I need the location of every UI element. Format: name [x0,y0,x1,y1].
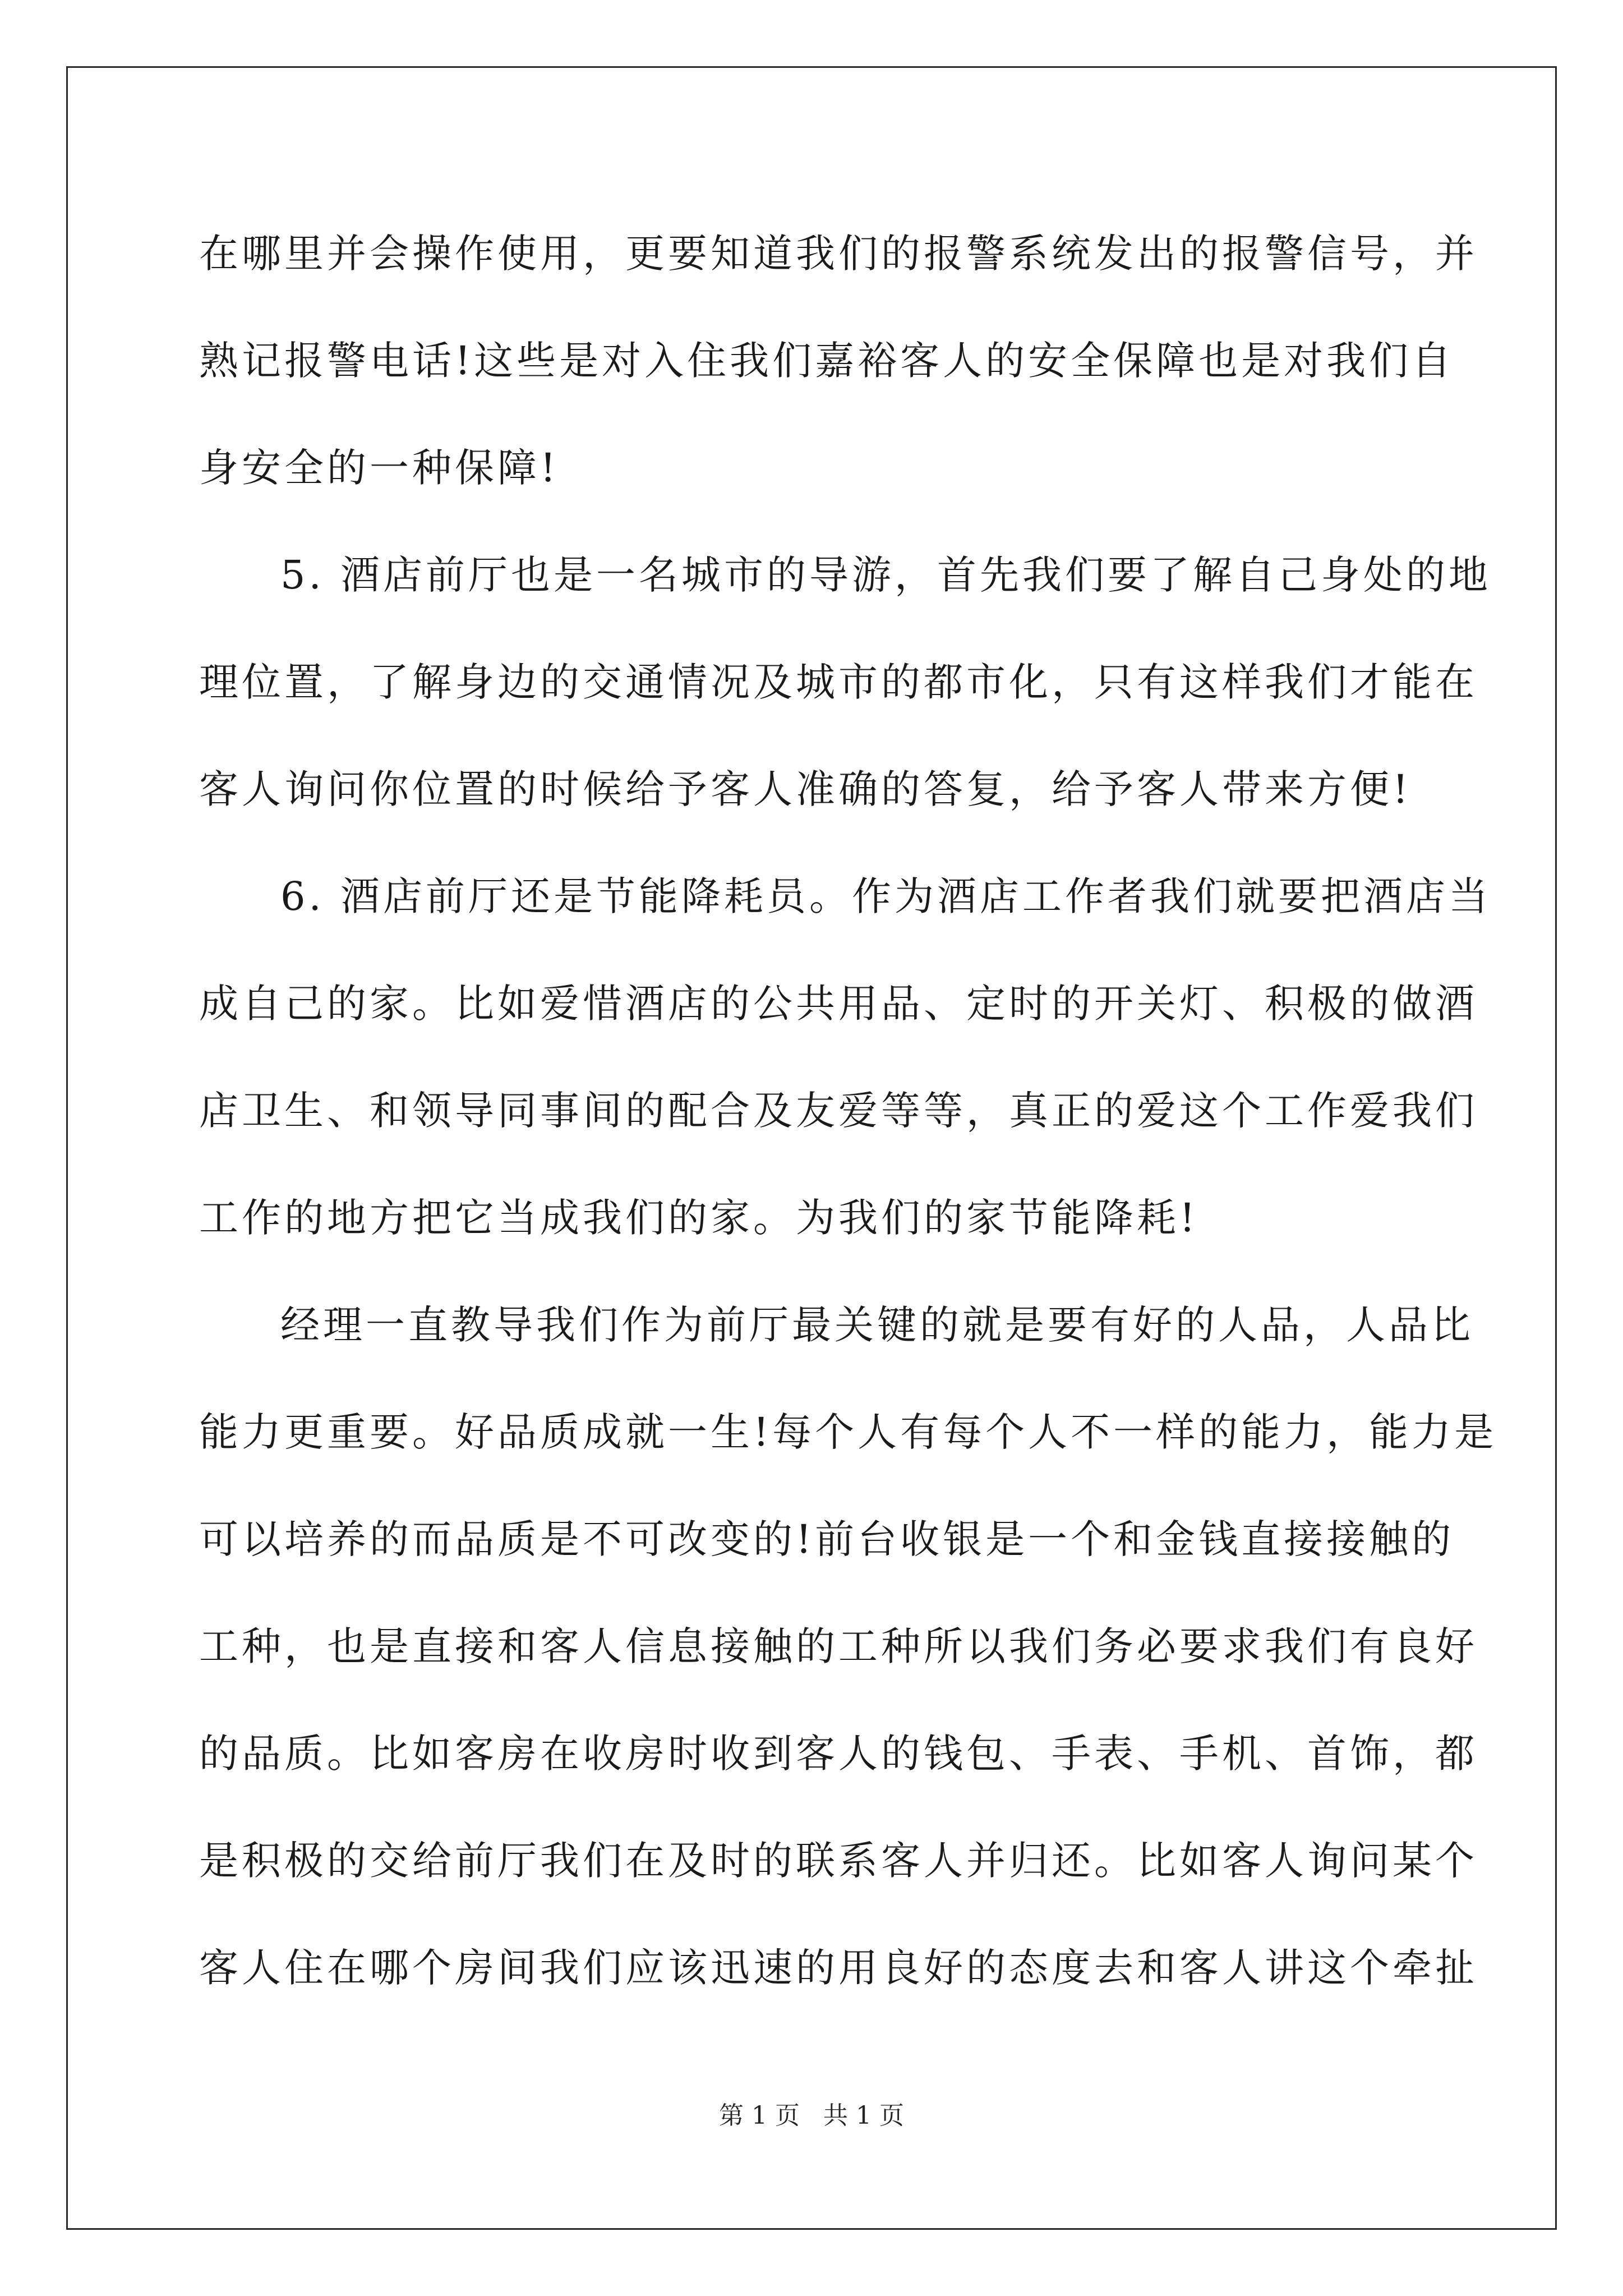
text-line: 工种，也是直接和客人信息接触的工种所以我们务必要求我们有良好 [199,1623,1478,1669]
document-body [199,209,1497,2030]
text-line: 6. 酒店前厅还是节能降耗员。作为酒店工作者我们就要把酒店当 [280,873,1492,919]
text-line: 理位置，了解身边的交通情况及城市的都市化，只有这样我们才能在 [199,659,1478,705]
text-line: 客人住在哪个房间我们应该迅速的用良好的态度去和客人讲这个牵扯 [199,1945,1478,1991]
text-line: 是积极的交给前厅我们在及时的联系客人并归还。比如客人询问某个 [199,1838,1478,1884]
text-line: 可以培养的而品质是不可改变的!前台收银是一个和金钱直接接触的 [199,1516,1455,1562]
text-line: 在哪里并会操作使用，更要知道我们的报警系统发出的报警信号，并 [199,231,1478,277]
text-line: 工作的地方把它当成我们的家。为我们的家节能降耗! [199,1195,1199,1241]
text-line: 店卫生、和领导同事间的配合及友爱等等，真正的爱这个工作爱我们 [199,1088,1478,1134]
text-line: 熟记报警电话!这些是对入住我们嘉裕客人的安全保障也是对我们自 [199,338,1455,384]
text-line: 成自己的家。比如爱惜酒店的公共用品、定时的开关灯、积极的做酒 [199,981,1478,1027]
text-line: 客人询问你位置的时候给予客人准确的答复，给予客人带来方便! [199,766,1412,812]
page-footer: 第 1 页 共 1 页 [719,2101,904,2130]
text-line: 的品质。比如客房在收房时收到客人的钱包、手表、手机、首饰，都 [199,1731,1478,1777]
text-line: 经理一直教导我们作为前厅最关键的就是要有好的人品，人品比 [280,1302,1474,1348]
text-line: 5. 酒店前厅也是一名城市的导游，首先我们要了解自己身处的地 [280,552,1492,598]
text-line: 身安全的一种保障! [199,445,560,491]
text-line: 能力更重要。好品质成就一生!每个人有每个人不一样的能力，能力是 [199,1409,1497,1455]
